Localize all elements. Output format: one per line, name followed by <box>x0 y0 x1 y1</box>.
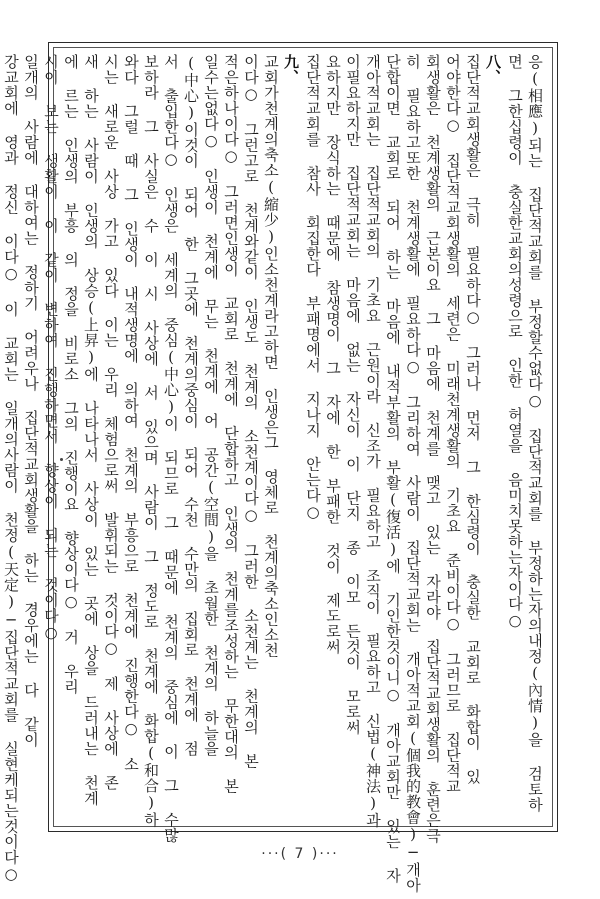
text-line: 적은하나이다○ 그러면인생이 교회로 천계에 단합하고 인생의 천계를조성하는 무한대의 본 <box>222 54 240 794</box>
text-line: 와다 그럴 때 그 인생이 내적생명에 의하여 천계의 부흥으로 천계에 진행한다○ 소 <box>122 54 140 772</box>
text-line: 서 출입한다○ 인생은 세계의 중심(中心)이 되므로 그 때문에 천계의 중심에 이 그 수많 <box>162 54 180 843</box>
text-line: 집단적교회생활은 극히 필요하다○ 그러나 먼저 그 한심령이 충실한 교회로 화합이 있 <box>464 54 482 785</box>
text-line: 시는 새로운 사상 가고 있다 이는 우리 체험으로써 발휘되는 것이다○ 제 사상에 존 <box>102 54 120 791</box>
text-line: (中心)이것이 되어 한 그곳에 천계의중심이 되어 수천 수만의 집회로 천계에 점 <box>182 54 200 757</box>
text-line: 히 필요하고또한 천계생활에 필요하다○ 그리하여 사람이 집단적교회는 개아적교회(個我的教會)─개아 <box>404 54 422 893</box>
text-line: 시이 보는 생활이 이 같이 변하여 진행하면서 향상이 되는 것이다○ <box>42 54 60 642</box>
text-line: 회생활은 천계생활의 근본이요 그 마음에 천계를 맺고 있는 자라야 집단적교회생활의 훈련은극 <box>424 54 442 844</box>
text-line: 개아적교회는 집단적교회의 기초요 근원이라 신조가 필요하고 조직이 필요하고 신법(神法)과 <box>364 54 382 828</box>
text-line: 교회가천계의축소(縮少)인소천계라고하면 인생은그 영체로 천계의축소인소천 <box>262 54 280 658</box>
text-line: 면 그한십령이 충실한교회의성령으로 인한 허열을 음미치못하는자이다○ <box>506 54 524 630</box>
text-line: 일수는없다○ 인생이 천계에 무는 천계에 어 공간(空間)을 초월한 천계의 하늘을 <box>202 54 220 757</box>
text-line: 새 하는 사람이 인생의 상승(上昇)에 나타나서 사상이 있는 곳에 상을 드러내는 천계 <box>82 54 100 806</box>
section-number: 九、 <box>282 54 300 85</box>
text-line: 이다○ 그런고로 천계와같이 인생도 천계의 소천계이다○ 그러한 소천계는 천계의 본 <box>242 54 260 769</box>
text-line: 어야한다○ 집단적교회생활의 세련은 미래천계생활의 기초요 준비이다○ 그러므로 집단적교 <box>444 54 462 794</box>
text-line: 집단적교회를 참사 회집한다 부패명에서 지나지 안는다○ <box>304 54 322 522</box>
text-line: 단합이면 교회로 되어 하는 마음에 내적부활의 부활(復活)에 기인한것이니○ 개아교회만 있는 자 <box>384 54 402 884</box>
text-line: 보하라 그 사실은 수 이 시 사상에 서 있으며 사람이 그 정도로 천계에 화합(和合)하 <box>142 54 160 828</box>
text-line: 강교회에 영과 정신 이다○ 이 교회는 일개의사람이 천정(天定)─집단적교회를 실현케되는것이다○ <box>2 54 20 884</box>
body-text <box>2 54 544 893</box>
text-line: 이필요하지만 집단적교회는 마음에 없는 자신이 이 단지 종 이모 든것이 모로써 <box>344 54 362 735</box>
text-line: 일개의 사람에 대하여는 정하기 어려우나 집단적교회생활을 하는 경우에는 다 같이 <box>22 54 40 748</box>
page-number: ···( 7 )··· <box>261 846 339 862</box>
text-line: 에 르는 인생의 부흥 의 정을 비로소 그의 진행이요 향상이다○ 거 우리 <box>62 54 80 695</box>
text-line: 요하지만 장식하는 때문에 참생명이 그 자에 한 부패한 것이 제도로써 <box>324 54 342 655</box>
section-number: 八、 <box>484 54 502 85</box>
text-line: 응(相應)되는 집단적교회를 부정할수없다○ 집단적교회를 부정하는자의내정(內情)을 검토하 <box>526 54 544 813</box>
